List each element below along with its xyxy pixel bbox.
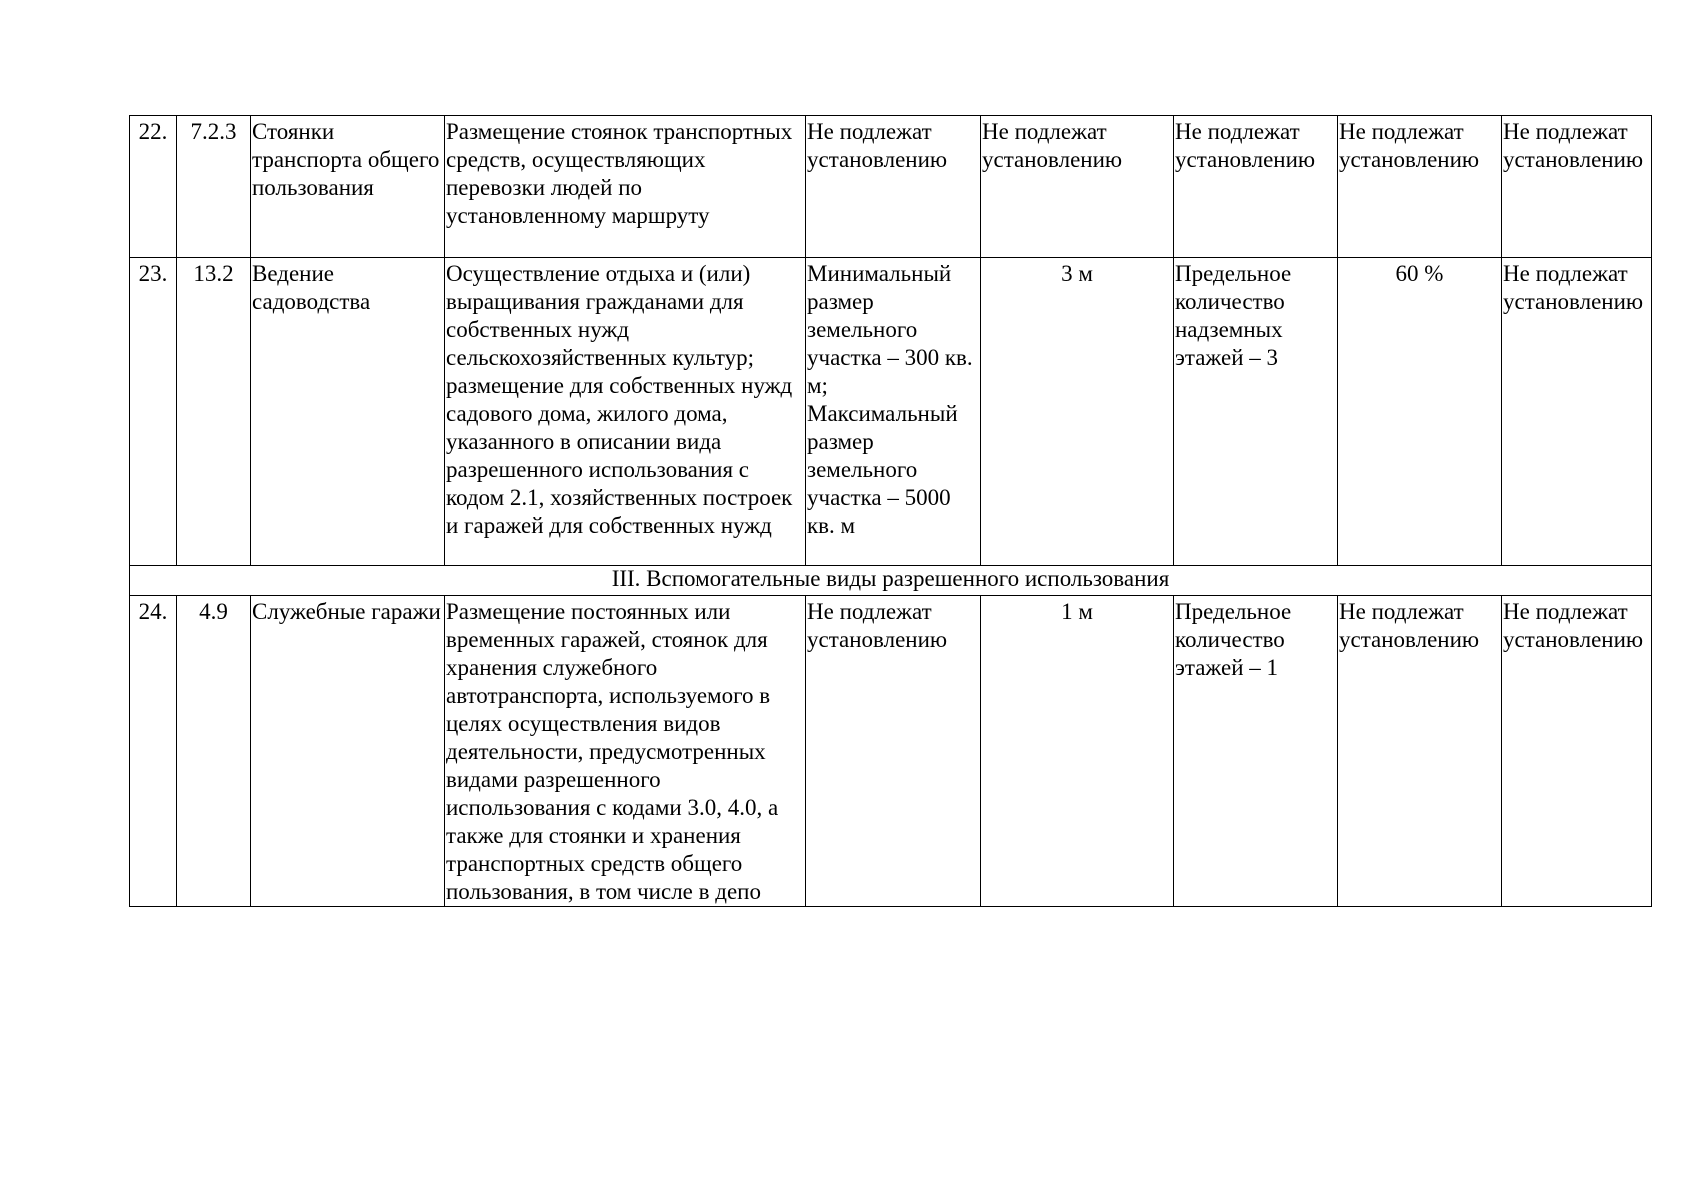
use-code: 13.2 bbox=[177, 258, 251, 566]
other-params-cell: Не подлежат установлению bbox=[1502, 116, 1652, 258]
table-row bbox=[130, 258, 1652, 566]
setback-cell: Не подлежат установлению bbox=[981, 116, 1174, 258]
use-description: Осуществление отдыха и (или) выращивания гражданами для собственных нужд сельскохозяйственных культур; размещение для собственных нужд садового дома, жилого дома, указанного в описании вида разрешенного использования с кодом 2.1, хозяйственных построек и гаражей для собственных нужд bbox=[445, 258, 806, 566]
floors-cell: Не подлежат установлению bbox=[1174, 116, 1338, 258]
use-code: 7.2.3 bbox=[177, 116, 251, 258]
setback-cell: 3 м bbox=[981, 258, 1174, 566]
row-number: 24. bbox=[130, 596, 177, 907]
section-heading-row bbox=[130, 566, 1652, 596]
floors-cell: Предельное количество надземных этажей – 3 bbox=[1174, 258, 1338, 566]
use-name: Ведение садоводства bbox=[251, 258, 445, 566]
other-params-cell: Не подлежат установлению bbox=[1502, 258, 1652, 566]
floors-cell: Предельное количество этажей – 1 bbox=[1174, 596, 1338, 907]
row-number: 22. bbox=[130, 116, 177, 258]
plot-size-cell: Минимальный размер земельного участка – 300 кв. м; Максимальный размер земельного участка – 5000 кв. м bbox=[806, 258, 981, 566]
coverage-cell: Не подлежат установлению bbox=[1338, 116, 1502, 258]
use-code: 4.9 bbox=[177, 596, 251, 907]
use-name: Стоянки транспорта общего пользования bbox=[251, 116, 445, 258]
coverage-cell: 60 % bbox=[1338, 258, 1502, 566]
row-number: 23. bbox=[130, 258, 177, 566]
table-row bbox=[130, 116, 1652, 258]
section-heading: III. Вспомогательные виды разрешенного использования bbox=[130, 566, 1652, 596]
other-params-cell: Не подлежат установлению bbox=[1502, 596, 1652, 907]
plot-size-cell: Не подлежат установлению bbox=[806, 116, 981, 258]
coverage-cell: Не подлежат установлению bbox=[1338, 596, 1502, 907]
setback-cell: 1 м bbox=[981, 596, 1174, 907]
land-use-table bbox=[129, 115, 1652, 907]
use-description: Размещение стоянок транспортных средств, осуществляющих перевозки людей по установленному маршруту bbox=[445, 116, 806, 258]
plot-size-cell: Не подлежат установлению bbox=[806, 596, 981, 907]
table-row bbox=[130, 596, 1652, 907]
use-description: Размещение постоянных или временных гаражей, стоянок для хранения служебного автотранспорта, используемого в целях осуществления видов деятельности, предусмотренных видами разрешенного использования с кодами 3.0, 4.0, а также для стоянки и хранения транспортных средств общего пользования, в том числе в депо bbox=[445, 596, 806, 907]
use-name: Служебные гаражи bbox=[251, 596, 445, 907]
